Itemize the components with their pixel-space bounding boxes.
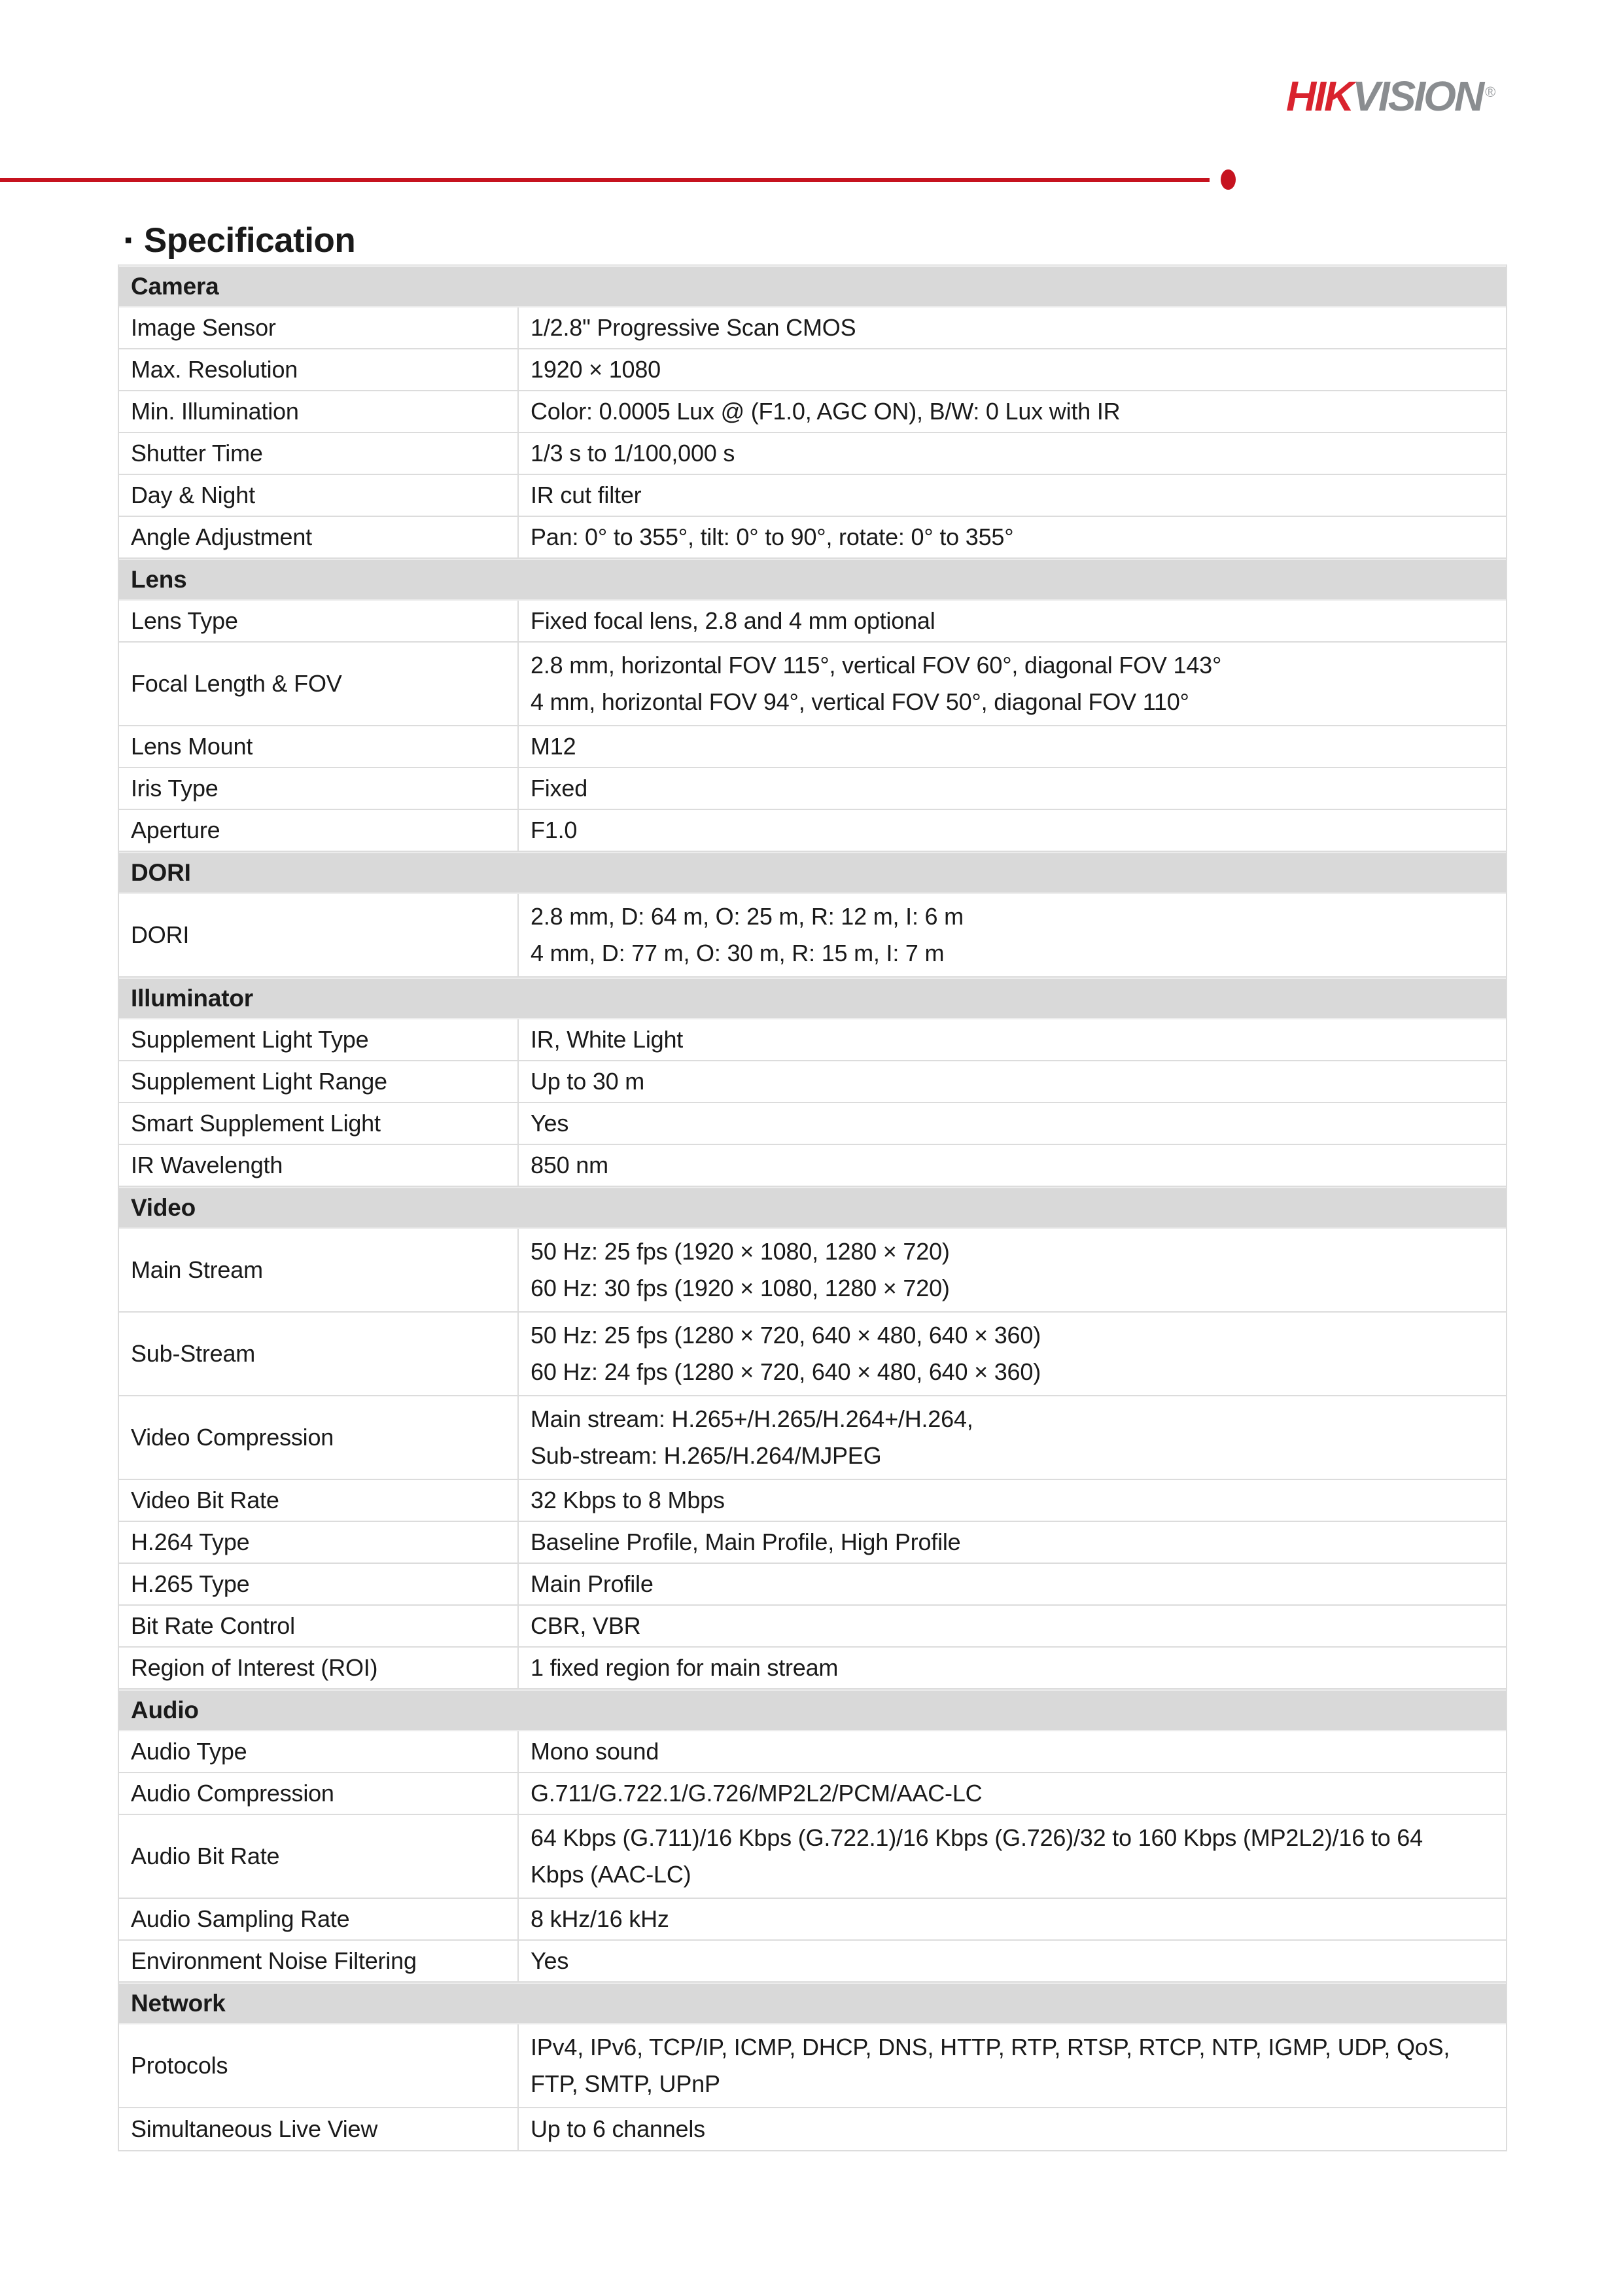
spec-row-angle-adjustment bbox=[119, 517, 1506, 559]
spec-label: Environment Noise Filtering bbox=[119, 1941, 519, 1981]
spec-value bbox=[519, 349, 1506, 390]
hikvision-logo bbox=[1286, 73, 1496, 120]
spec-value-line: 32 Kbps to 8 Mbps bbox=[531, 1487, 725, 1513]
section-header-video bbox=[119, 1187, 1506, 1229]
title-bullet-icon: ▪ bbox=[124, 228, 132, 253]
spec-value bbox=[519, 2024, 1506, 2107]
spec-label: Day & Night bbox=[119, 475, 519, 516]
spec-label: Max. Resolution bbox=[119, 349, 519, 390]
spec-value bbox=[519, 643, 1506, 725]
spec-value-line: IR, White Light bbox=[531, 1026, 684, 1053]
spec-value-line: 2.8 mm, D: 64 m, O: 25 m, R: 12 m, I: 6 m bbox=[531, 903, 964, 930]
spec-row-lens-mount bbox=[119, 726, 1506, 768]
spec-row-h-265-type bbox=[119, 1564, 1506, 1606]
spec-row-smart-supplement-light bbox=[119, 1103, 1506, 1145]
spec-value-line: 50 Hz: 25 fps (1280 × 720, 640 × 480, 640 × 360) bbox=[531, 1322, 1041, 1349]
logo-hik-text: HIK bbox=[1286, 73, 1353, 120]
spec-row-h-264-type bbox=[119, 1522, 1506, 1564]
spec-value bbox=[519, 1606, 1506, 1646]
section-header-lens bbox=[119, 559, 1506, 601]
spec-row-environment-noise-filtering bbox=[119, 1941, 1506, 1983]
page-title-text: Specification bbox=[143, 221, 356, 260]
spec-label: IR Wavelength bbox=[119, 1145, 519, 1186]
section-header-network bbox=[119, 1983, 1506, 2024]
spec-row-sub-stream bbox=[119, 1313, 1506, 1396]
page-title bbox=[124, 220, 355, 260]
spec-value-line: Main Profile bbox=[531, 1570, 654, 1597]
spec-value bbox=[519, 1773, 1506, 1814]
spec-value-line: 1 fixed region for main stream bbox=[531, 1654, 839, 1681]
spec-row-video-bit-rate bbox=[119, 1480, 1506, 1522]
spec-value bbox=[519, 433, 1506, 474]
spec-label: Audio Sampling Rate bbox=[119, 1899, 519, 1939]
spec-value-line: Yes bbox=[531, 1947, 569, 1974]
spec-value-line: IPv4, IPv6, TCP/IP, ICMP, DHCP, DNS, HTTP, RTP, RTSP, RTCP, NTP, IGMP, UDP, QoS, bbox=[531, 2034, 1450, 2060]
spec-value bbox=[519, 475, 1506, 516]
spec-value-line: 4 mm, horizontal FOV 94°, vertical FOV 50°, diagonal FOV 110° bbox=[531, 688, 1189, 715]
registered-trademark-icon: ® bbox=[1485, 84, 1496, 100]
spec-row-dori bbox=[119, 894, 1506, 978]
spec-row-supplement-light-type bbox=[119, 1019, 1506, 1061]
spec-label: Video Compression bbox=[119, 1396, 519, 1479]
spec-value-line: Up to 6 channels bbox=[531, 2115, 705, 2142]
spec-row-focal-length-fov bbox=[119, 643, 1506, 726]
spec-value bbox=[519, 1480, 1506, 1521]
spec-value-line: 50 Hz: 25 fps (1920 × 1080, 1280 × 720) bbox=[531, 1238, 950, 1265]
spec-row-image-sensor bbox=[119, 308, 1506, 349]
spec-value-line: Kbps (AAC-LC) bbox=[531, 1861, 691, 1888]
spec-value bbox=[519, 308, 1506, 348]
section-header-dori bbox=[119, 852, 1506, 894]
section-header-camera bbox=[119, 266, 1506, 308]
spec-value-line: 8 kHz/16 kHz bbox=[531, 1905, 669, 1932]
spec-value-line: 1/3 s to 1/100,000 s bbox=[531, 440, 735, 467]
spec-row-min-illumination bbox=[119, 391, 1506, 433]
spec-label: Audio Type bbox=[119, 1731, 519, 1772]
section-title: DORI bbox=[131, 859, 191, 886]
spec-value-line: G.711/G.722.1/G.726/MP2L2/PCM/AAC-LC bbox=[531, 1780, 983, 1807]
section-header-illuminator bbox=[119, 978, 1506, 1019]
spec-row-supplement-light-range bbox=[119, 1061, 1506, 1103]
spec-value bbox=[519, 1145, 1506, 1186]
spec-value bbox=[519, 726, 1506, 767]
spec-value-line: Sub-stream: H.265/H.264/MJPEG bbox=[531, 1442, 882, 1469]
spec-value-line: 1/2.8" Progressive Scan CMOS bbox=[531, 314, 856, 341]
spec-label: Audio Compression bbox=[119, 1773, 519, 1814]
spec-value bbox=[519, 1019, 1506, 1060]
header-divider-rule bbox=[0, 178, 1210, 182]
spec-value-line: 64 Kbps (G.711)/16 Kbps (G.722.1)/16 Kbps (G.726)/32 to 160 Kbps (MP2L2)/16 to 64 bbox=[531, 1824, 1423, 1851]
spec-value-line: F1.0 bbox=[531, 817, 578, 843]
spec-value-line: 1920 × 1080 bbox=[531, 356, 661, 383]
spec-value-line: 2.8 mm, horizontal FOV 115°, vertical FOV 60°, diagonal FOV 143° bbox=[531, 652, 1222, 679]
spec-value-line: Color: 0.0005 Lux @ (F1.0, AGC ON), B/W: 0 Lux with IR bbox=[531, 398, 1121, 425]
spec-value-line: IR cut filter bbox=[531, 482, 642, 508]
spec-value bbox=[519, 1815, 1506, 1898]
spec-label: Video Bit Rate bbox=[119, 1480, 519, 1521]
spec-row-day-night bbox=[119, 475, 1506, 517]
spec-value bbox=[519, 1229, 1506, 1311]
spec-label: Min. Illumination bbox=[119, 391, 519, 432]
spec-label: Shutter Time bbox=[119, 433, 519, 474]
spec-value bbox=[519, 1731, 1506, 1772]
spec-row-region-of-interest-roi bbox=[119, 1648, 1506, 1689]
spec-value-line: 850 nm bbox=[531, 1152, 608, 1178]
spec-value bbox=[519, 391, 1506, 432]
spec-label: Supplement Light Range bbox=[119, 1061, 519, 1102]
spec-value-line: Pan: 0° to 355°, tilt: 0° to 90°, rotate: 0° to 355° bbox=[531, 523, 1014, 550]
spec-row-protocols bbox=[119, 2024, 1506, 2108]
section-title: Network bbox=[131, 1990, 226, 2017]
spec-value bbox=[519, 1522, 1506, 1563]
spec-value-line: M12 bbox=[531, 733, 576, 760]
section-title: Illuminator bbox=[131, 985, 253, 1012]
spec-value bbox=[519, 517, 1506, 557]
spec-row-bit-rate-control bbox=[119, 1606, 1506, 1648]
spec-label: Protocols bbox=[119, 2024, 519, 2107]
spec-label: Audio Bit Rate bbox=[119, 1815, 519, 1898]
spec-value-line: Yes bbox=[531, 1110, 569, 1137]
spec-label: Image Sensor bbox=[119, 308, 519, 348]
spec-value bbox=[519, 1648, 1506, 1688]
spec-row-simultaneous-live-view bbox=[119, 2108, 1506, 2150]
spec-row-aperture bbox=[119, 810, 1506, 852]
spec-value-line: 4 mm, D: 77 m, O: 30 m, R: 15 m, I: 7 m bbox=[531, 940, 945, 966]
spec-row-audio-sampling-rate bbox=[119, 1899, 1506, 1941]
spec-row-shutter-time bbox=[119, 433, 1506, 475]
spec-row-video-compression bbox=[119, 1396, 1506, 1480]
spec-value-line: Fixed bbox=[531, 775, 588, 802]
section-title: Audio bbox=[131, 1697, 199, 1723]
spec-value bbox=[519, 894, 1506, 976]
spec-row-main-stream bbox=[119, 1229, 1506, 1313]
spec-value-line: Fixed focal lens, 2.8 and 4 mm optional bbox=[531, 607, 935, 634]
spec-label: Sub-Stream bbox=[119, 1313, 519, 1395]
section-title: Video bbox=[131, 1194, 196, 1221]
spec-label: H.264 Type bbox=[119, 1522, 519, 1563]
spec-row-ir-wavelength bbox=[119, 1145, 1506, 1187]
spec-value bbox=[519, 1103, 1506, 1144]
spec-row-audio-type bbox=[119, 1731, 1506, 1773]
spec-value bbox=[519, 2108, 1506, 2150]
spec-label: Region of Interest (ROI) bbox=[119, 1648, 519, 1688]
spec-value bbox=[519, 1899, 1506, 1939]
section-title: Lens bbox=[131, 566, 187, 593]
spec-label: Bit Rate Control bbox=[119, 1606, 519, 1646]
spec-label: Supplement Light Type bbox=[119, 1019, 519, 1060]
spec-value bbox=[519, 1061, 1506, 1102]
spec-label: DORI bbox=[119, 894, 519, 976]
header-divider-dot-icon bbox=[1221, 169, 1236, 190]
spec-value-line: Mono sound bbox=[531, 1738, 659, 1765]
spec-value-line: 60 Hz: 24 fps (1280 × 720, 640 × 480, 640 × 360) bbox=[531, 1358, 1041, 1385]
logo-vision-text: VISION bbox=[1352, 73, 1483, 120]
spec-value bbox=[519, 1396, 1506, 1479]
spec-label: Lens Mount bbox=[119, 726, 519, 767]
spec-value-line: FTP, SMTP, UPnP bbox=[531, 2070, 720, 2097]
spec-label: Smart Supplement Light bbox=[119, 1103, 519, 1144]
spec-label: Main Stream bbox=[119, 1229, 519, 1311]
spec-value bbox=[519, 1564, 1506, 1604]
spec-row-lens-type bbox=[119, 601, 1506, 643]
spec-value-line: CBR, VBR bbox=[531, 1612, 641, 1639]
spec-value-line: Baseline Profile, Main Profile, High Profile bbox=[531, 1528, 961, 1555]
spec-value bbox=[519, 810, 1506, 851]
specification-table bbox=[118, 264, 1507, 2151]
section-header-audio bbox=[119, 1689, 1506, 1731]
spec-label: Aperture bbox=[119, 810, 519, 851]
spec-row-iris-type bbox=[119, 768, 1506, 810]
spec-label: Iris Type bbox=[119, 768, 519, 809]
spec-value-line: Up to 30 m bbox=[531, 1068, 645, 1095]
spec-value-line: 60 Hz: 30 fps (1920 × 1080, 1280 × 720) bbox=[531, 1275, 950, 1301]
spec-label: Focal Length & FOV bbox=[119, 643, 519, 725]
spec-label: H.265 Type bbox=[119, 1564, 519, 1604]
spec-value bbox=[519, 768, 1506, 809]
spec-value-line: Main stream: H.265+/H.265/H.264+/H.264, bbox=[531, 1405, 973, 1432]
spec-value bbox=[519, 601, 1506, 641]
spec-label: Angle Adjustment bbox=[119, 517, 519, 557]
spec-row-max-resolution bbox=[119, 349, 1506, 391]
spec-value bbox=[519, 1313, 1506, 1395]
spec-value bbox=[519, 1941, 1506, 1981]
spec-label: Lens Type bbox=[119, 601, 519, 641]
spec-label: Simultaneous Live View bbox=[119, 2108, 519, 2150]
section-title: Camera bbox=[131, 273, 219, 300]
spec-row-audio-bit-rate bbox=[119, 1815, 1506, 1899]
spec-row-audio-compression bbox=[119, 1773, 1506, 1815]
